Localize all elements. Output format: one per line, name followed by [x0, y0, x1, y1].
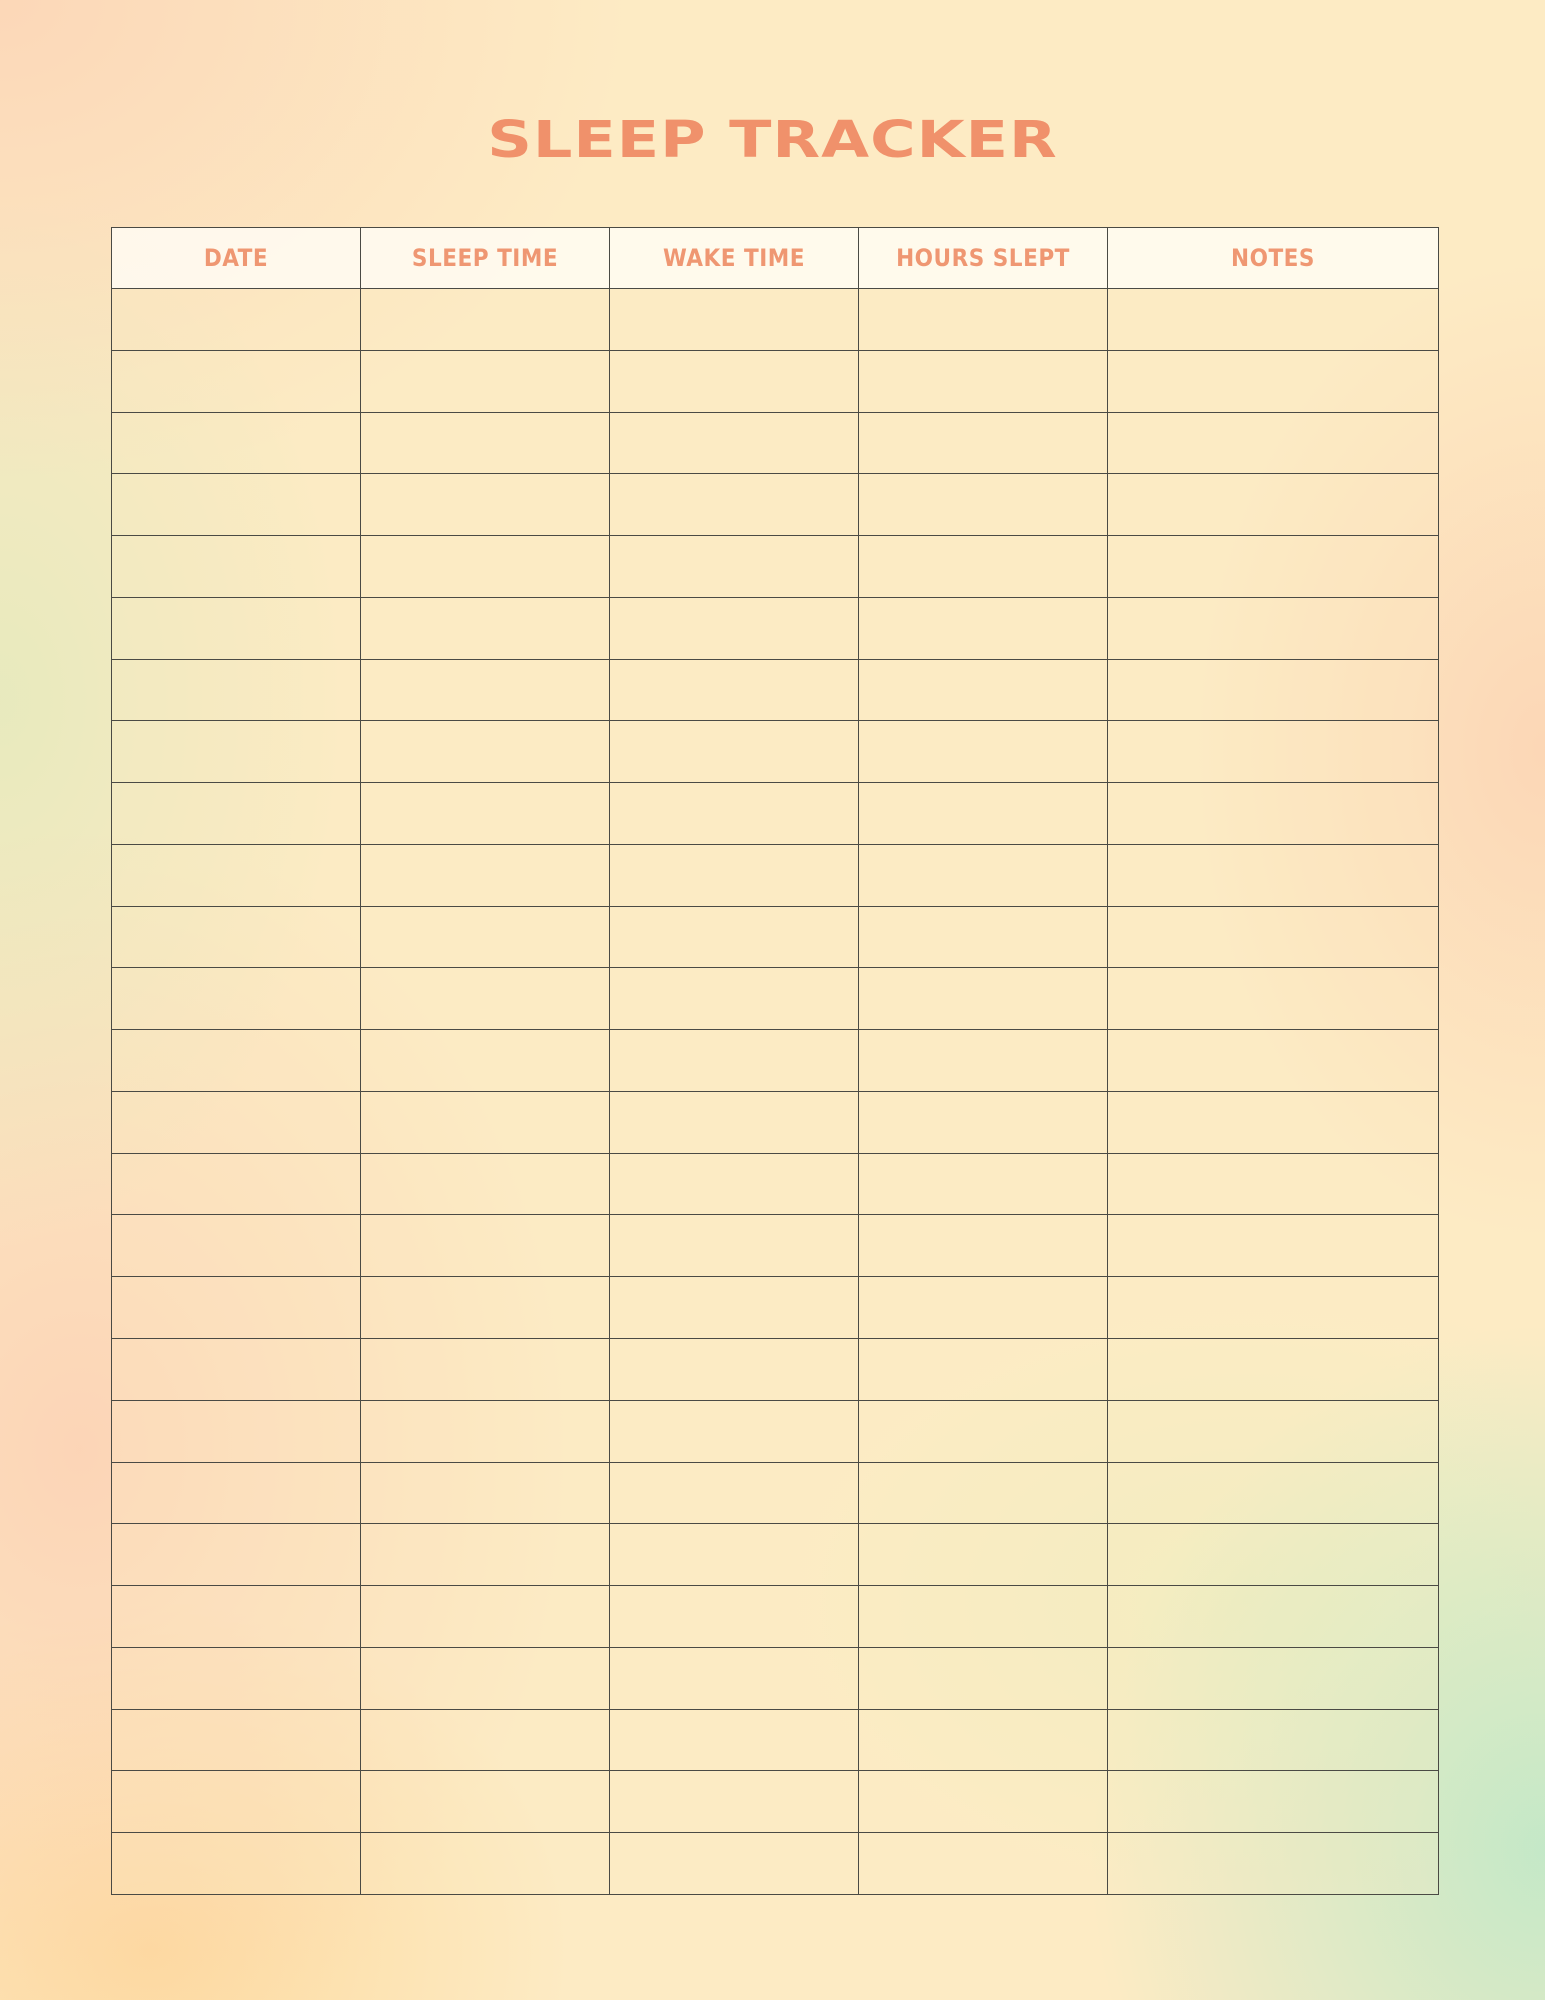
wake-time-cell[interactable]: [610, 1400, 859, 1462]
notes-cell[interactable]: [1108, 350, 1439, 412]
hours-slept-cell[interactable]: [859, 289, 1108, 351]
hours-slept-cell[interactable]: [859, 536, 1108, 598]
notes-cell[interactable]: [1108, 1400, 1439, 1462]
notes-cell[interactable]: [1108, 721, 1439, 783]
notes-cell[interactable]: [1108, 536, 1439, 598]
sleep-time-cell[interactable]: [361, 1400, 610, 1462]
table-row: [112, 1771, 1439, 1833]
wake-time-cell[interactable]: [610, 1030, 859, 1092]
sleep-time-cell[interactable]: [361, 1091, 610, 1153]
wake-time-cell[interactable]: [610, 1771, 859, 1833]
notes-cell[interactable]: [1108, 1524, 1439, 1586]
header-row: [112, 228, 1439, 289]
notes-cell[interactable]: [1108, 1215, 1439, 1277]
date-cell[interactable]: [112, 1153, 361, 1215]
hours-slept-cell[interactable]: [859, 1524, 1108, 1586]
hours-slept-cell[interactable]: [859, 1091, 1108, 1153]
table-row: [112, 474, 1439, 536]
hours-slept-cell[interactable]: [859, 597, 1108, 659]
notes-cell[interactable]: [1108, 1462, 1439, 1524]
sleep-tracker-table: [111, 227, 1439, 1895]
sleep-time-cell[interactable]: [361, 1771, 610, 1833]
date-cell[interactable]: [112, 1400, 361, 1462]
hours-slept-cell[interactable]: [859, 1586, 1108, 1648]
hours-slept-cell[interactable]: [859, 906, 1108, 968]
wake-time-cell[interactable]: [610, 844, 859, 906]
notes-cell[interactable]: [1108, 844, 1439, 906]
date-cell[interactable]: [112, 1647, 361, 1709]
wake-time-cell[interactable]: [610, 659, 859, 721]
table-row: [112, 289, 1439, 351]
table-row: [112, 1709, 1439, 1771]
column-header-hours-slept: HOURS SLEPT: [859, 228, 1108, 289]
hours-slept-cell[interactable]: [859, 412, 1108, 474]
wake-time-cell[interactable]: [610, 536, 859, 598]
column-header-date: DATE: [112, 228, 361, 289]
wake-time-cell[interactable]: [610, 1709, 859, 1771]
table-row: [112, 597, 1439, 659]
hours-slept-cell[interactable]: [859, 1833, 1108, 1895]
sleep-time-cell[interactable]: [361, 968, 610, 1030]
hours-slept-cell[interactable]: [859, 1153, 1108, 1215]
date-cell[interactable]: [112, 1833, 361, 1895]
date-cell[interactable]: [112, 906, 361, 968]
hours-slept-cell[interactable]: [859, 1400, 1108, 1462]
notes-cell[interactable]: [1108, 1833, 1439, 1895]
date-cell[interactable]: [112, 1091, 361, 1153]
table-row: [112, 1647, 1439, 1709]
date-cell[interactable]: [112, 1524, 361, 1586]
sleep-time-cell[interactable]: [361, 1462, 610, 1524]
date-cell[interactable]: [112, 721, 361, 783]
wake-time-cell[interactable]: [610, 350, 859, 412]
wake-time-cell[interactable]: [610, 1091, 859, 1153]
wake-time-cell[interactable]: [610, 597, 859, 659]
date-cell[interactable]: [112, 1277, 361, 1339]
notes-cell[interactable]: [1108, 1030, 1439, 1092]
hours-slept-cell[interactable]: [859, 1771, 1108, 1833]
date-cell[interactable]: [112, 1586, 361, 1648]
hours-slept-cell[interactable]: [859, 1030, 1108, 1092]
notes-cell[interactable]: [1108, 1277, 1439, 1339]
sleep-time-cell[interactable]: [361, 289, 610, 351]
table-row: [112, 536, 1439, 598]
hours-slept-cell[interactable]: [859, 474, 1108, 536]
sleep-time-cell[interactable]: [361, 1339, 610, 1401]
table-row: [112, 968, 1439, 1030]
table-row: [112, 350, 1439, 412]
wake-time-cell[interactable]: [610, 1462, 859, 1524]
table-row: [112, 1030, 1439, 1092]
notes-cell[interactable]: [1108, 1771, 1439, 1833]
sleep-time-cell[interactable]: [361, 783, 610, 845]
hours-slept-cell[interactable]: [859, 1709, 1108, 1771]
column-header-notes: NOTES: [1108, 228, 1439, 289]
notes-cell[interactable]: [1108, 474, 1439, 536]
table-row: [112, 1586, 1439, 1648]
sleep-time-cell[interactable]: [361, 906, 610, 968]
table-row: [112, 1091, 1439, 1153]
table-row: [112, 1215, 1439, 1277]
table-row: [112, 1339, 1439, 1401]
date-cell[interactable]: [112, 968, 361, 1030]
wake-time-cell[interactable]: [610, 1524, 859, 1586]
notes-cell[interactable]: [1108, 597, 1439, 659]
notes-cell[interactable]: [1108, 968, 1439, 1030]
notes-cell[interactable]: [1108, 783, 1439, 845]
table-row: [112, 906, 1439, 968]
sleep-time-cell[interactable]: [361, 1833, 610, 1895]
hours-slept-cell[interactable]: [859, 721, 1108, 783]
date-cell[interactable]: [112, 289, 361, 351]
wake-time-cell[interactable]: [610, 1277, 859, 1339]
hours-slept-cell[interactable]: [859, 844, 1108, 906]
date-cell[interactable]: [112, 1030, 361, 1092]
sleep-time-cell[interactable]: [361, 659, 610, 721]
wake-time-cell[interactable]: [610, 906, 859, 968]
sleep-time-cell[interactable]: [361, 1709, 610, 1771]
table-row: [112, 659, 1439, 721]
hours-slept-cell[interactable]: [859, 659, 1108, 721]
wake-time-cell[interactable]: [610, 783, 859, 845]
sleep-time-cell[interactable]: [361, 536, 610, 598]
page-title: SLEEP TRACKER: [487, 109, 1058, 170]
sleep-time-cell[interactable]: [361, 1030, 610, 1092]
sleep-time-cell[interactable]: [361, 474, 610, 536]
table-row: [112, 1524, 1439, 1586]
wake-time-cell[interactable]: [610, 1153, 859, 1215]
date-cell[interactable]: [112, 1462, 361, 1524]
column-header-sleep-time: SLEEP TIME: [361, 228, 610, 289]
date-cell[interactable]: [112, 1771, 361, 1833]
table-row: [112, 1400, 1439, 1462]
sleep-time-cell[interactable]: [361, 1277, 610, 1339]
hours-slept-cell[interactable]: [859, 783, 1108, 845]
table-body: [112, 289, 1439, 1895]
notes-cell[interactable]: [1108, 1339, 1439, 1401]
date-cell[interactable]: [112, 350, 361, 412]
date-cell[interactable]: [112, 844, 361, 906]
table-row: [112, 783, 1439, 845]
notes-cell[interactable]: [1108, 1709, 1439, 1771]
date-cell[interactable]: [112, 536, 361, 598]
notes-cell[interactable]: [1108, 1091, 1439, 1153]
wake-time-cell[interactable]: [610, 412, 859, 474]
date-cell[interactable]: [112, 1339, 361, 1401]
sleep-time-cell[interactable]: [361, 412, 610, 474]
wake-time-cell[interactable]: [610, 1647, 859, 1709]
notes-cell[interactable]: [1108, 1647, 1439, 1709]
notes-cell[interactable]: [1108, 1153, 1439, 1215]
wake-time-cell[interactable]: [610, 1215, 859, 1277]
notes-cell[interactable]: [1108, 659, 1439, 721]
hours-slept-cell[interactable]: [859, 350, 1108, 412]
date-cell[interactable]: [112, 597, 361, 659]
wake-time-cell[interactable]: [610, 474, 859, 536]
wake-time-cell[interactable]: [610, 1339, 859, 1401]
wake-time-cell[interactable]: [610, 289, 859, 351]
notes-cell[interactable]: [1108, 412, 1439, 474]
date-cell[interactable]: [112, 659, 361, 721]
sleep-time-cell[interactable]: [361, 1524, 610, 1586]
notes-cell[interactable]: [1108, 906, 1439, 968]
wake-time-cell[interactable]: [610, 968, 859, 1030]
hours-slept-cell[interactable]: [859, 968, 1108, 1030]
hours-slept-cell[interactable]: [859, 1647, 1108, 1709]
sleep-time-cell[interactable]: [361, 1586, 610, 1648]
hours-slept-cell[interactable]: [859, 1215, 1108, 1277]
sleep-time-cell[interactable]: [361, 350, 610, 412]
sleep-time-cell[interactable]: [361, 844, 610, 906]
notes-cell[interactable]: [1108, 1586, 1439, 1648]
table-row: [112, 1277, 1439, 1339]
table-row: [112, 412, 1439, 474]
wake-time-cell[interactable]: [610, 721, 859, 783]
date-cell[interactable]: [112, 412, 361, 474]
column-header-wake-time: WAKE TIME: [610, 228, 859, 289]
notes-cell[interactable]: [1108, 289, 1439, 351]
table-row: [112, 721, 1439, 783]
sleep-time-cell[interactable]: [361, 721, 610, 783]
wake-time-cell[interactable]: [610, 1833, 859, 1895]
hours-slept-cell[interactable]: [859, 1462, 1108, 1524]
sleep-time-cell[interactable]: [361, 1153, 610, 1215]
sleep-time-cell[interactable]: [361, 1215, 610, 1277]
table-row: [112, 844, 1439, 906]
hours-slept-cell[interactable]: [859, 1339, 1108, 1401]
sleep-time-cell[interactable]: [361, 1647, 610, 1709]
date-cell[interactable]: [112, 783, 361, 845]
table-row: [112, 1833, 1439, 1895]
hours-slept-cell[interactable]: [859, 1277, 1108, 1339]
table-row: [112, 1153, 1439, 1215]
date-cell[interactable]: [112, 1709, 361, 1771]
table-row: [112, 1462, 1439, 1524]
date-cell[interactable]: [112, 474, 361, 536]
sleep-time-cell[interactable]: [361, 597, 610, 659]
date-cell[interactable]: [112, 1215, 361, 1277]
wake-time-cell[interactable]: [610, 1586, 859, 1648]
